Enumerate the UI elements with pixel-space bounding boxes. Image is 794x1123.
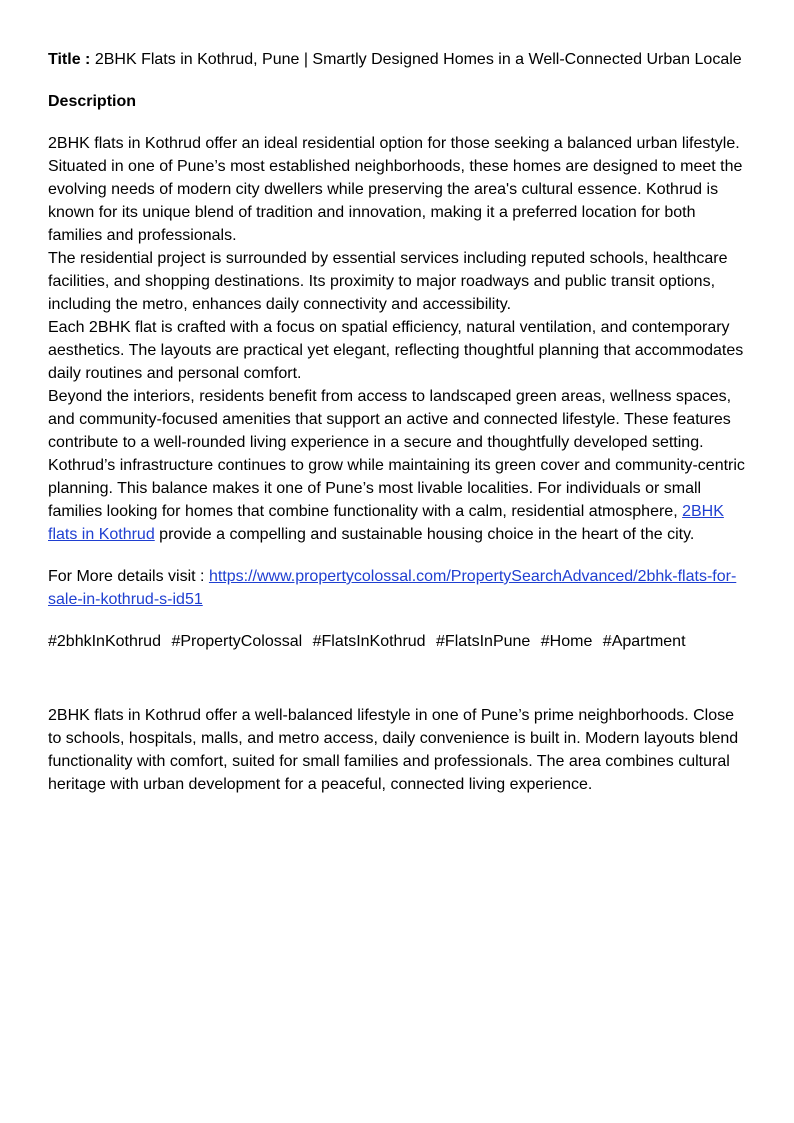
title-text: 2BHK Flats in Kothrud, Pune | Smartly Designed Homes in a Well-Connected Urban Locale xyxy=(94,51,742,68)
description-paragraph-with-link xyxy=(48,454,746,546)
hashtag: #FlatsInPune xyxy=(436,633,531,650)
description-body xyxy=(48,132,746,546)
description-paragraph: Each 2BHK flat is crafted with a focus on spatial efficiency, natural ventilation, and contemporary aesthetics. The layouts are practical yet elegant, reflecting thoughtful planning that accommodates daily routines and personal comfort. xyxy=(48,319,744,382)
description-paragraph: Beyond the interiors, residents benefit from access to landscaped green areas, wellness spaces, and community-focused amenities that support an active and connected lifestyle. These features contribute to a well-rounded living experience in a secure and thoughtfully developed setting. xyxy=(48,388,732,451)
hashtag: #Apartment xyxy=(602,633,686,650)
hashtag: #2bhkInKothrud xyxy=(48,633,161,650)
kothrud-flats-link[interactable]: 2BHK flats in Kothrud xyxy=(48,503,724,543)
hashtag: #FlatsInKothrud xyxy=(312,633,426,650)
property-url-link[interactable]: https://www.propertycolossal.com/PropertySearchAdvanced/2bhk-flats-for-sale-in-kothrud-s-id51 xyxy=(48,568,737,608)
description-paragraph: 2BHK flats in Kothrud offer an ideal residential option for those seeking a balanced urban lifestyle. Situated in one of Pune’s most established neighborhoods, these homes are designed to meet the evolving needs of modern city dwellers while preserving the area's cultural essence. Kothrud is known for its unique blend of tradition and innovation, making it a preferred location for both families and professionals. xyxy=(48,135,743,244)
paragraph-text-after-link: provide a compelling and sustainable housing choice in the heart of the city. xyxy=(154,526,695,543)
summary-paragraph: 2BHK flats in Kothrud offer a well-balanced lifestyle in one of Pune’s prime neighborhoods. Close to schools, hospitals, malls, and metro access, daily convenience is built in. Modern layouts blend functionality with comfort, suited for small families and professionals. The area combines cultural heritage with urban development for a peaceful, connected living experience. xyxy=(48,707,739,793)
more-details-label: For More details visit : xyxy=(48,568,209,585)
hashtags-line xyxy=(48,630,746,653)
description-heading: Description xyxy=(48,93,137,110)
paragraph-text-before-link: Kothrud’s infrastructure continues to grow while maintaining its green cover and community-centric planning. This balance makes it one of Pune’s most livable localities. For individuals or small families looking for homes that combine functionality with a calm, residential atmosphere, xyxy=(48,457,745,520)
title-label: Title : xyxy=(48,51,91,68)
hashtag: #Home xyxy=(540,633,593,650)
more-details-line xyxy=(48,565,746,611)
description-paragraph: The residential project is surrounded by essential services including reputed schools, healthcare facilities, and shopping destinations. Its proximity to major roadways and public transit options, including the metro, enhances daily connectivity and accessibility. xyxy=(48,250,728,313)
hashtag: #PropertyColossal xyxy=(171,633,303,650)
document-title xyxy=(48,48,746,71)
